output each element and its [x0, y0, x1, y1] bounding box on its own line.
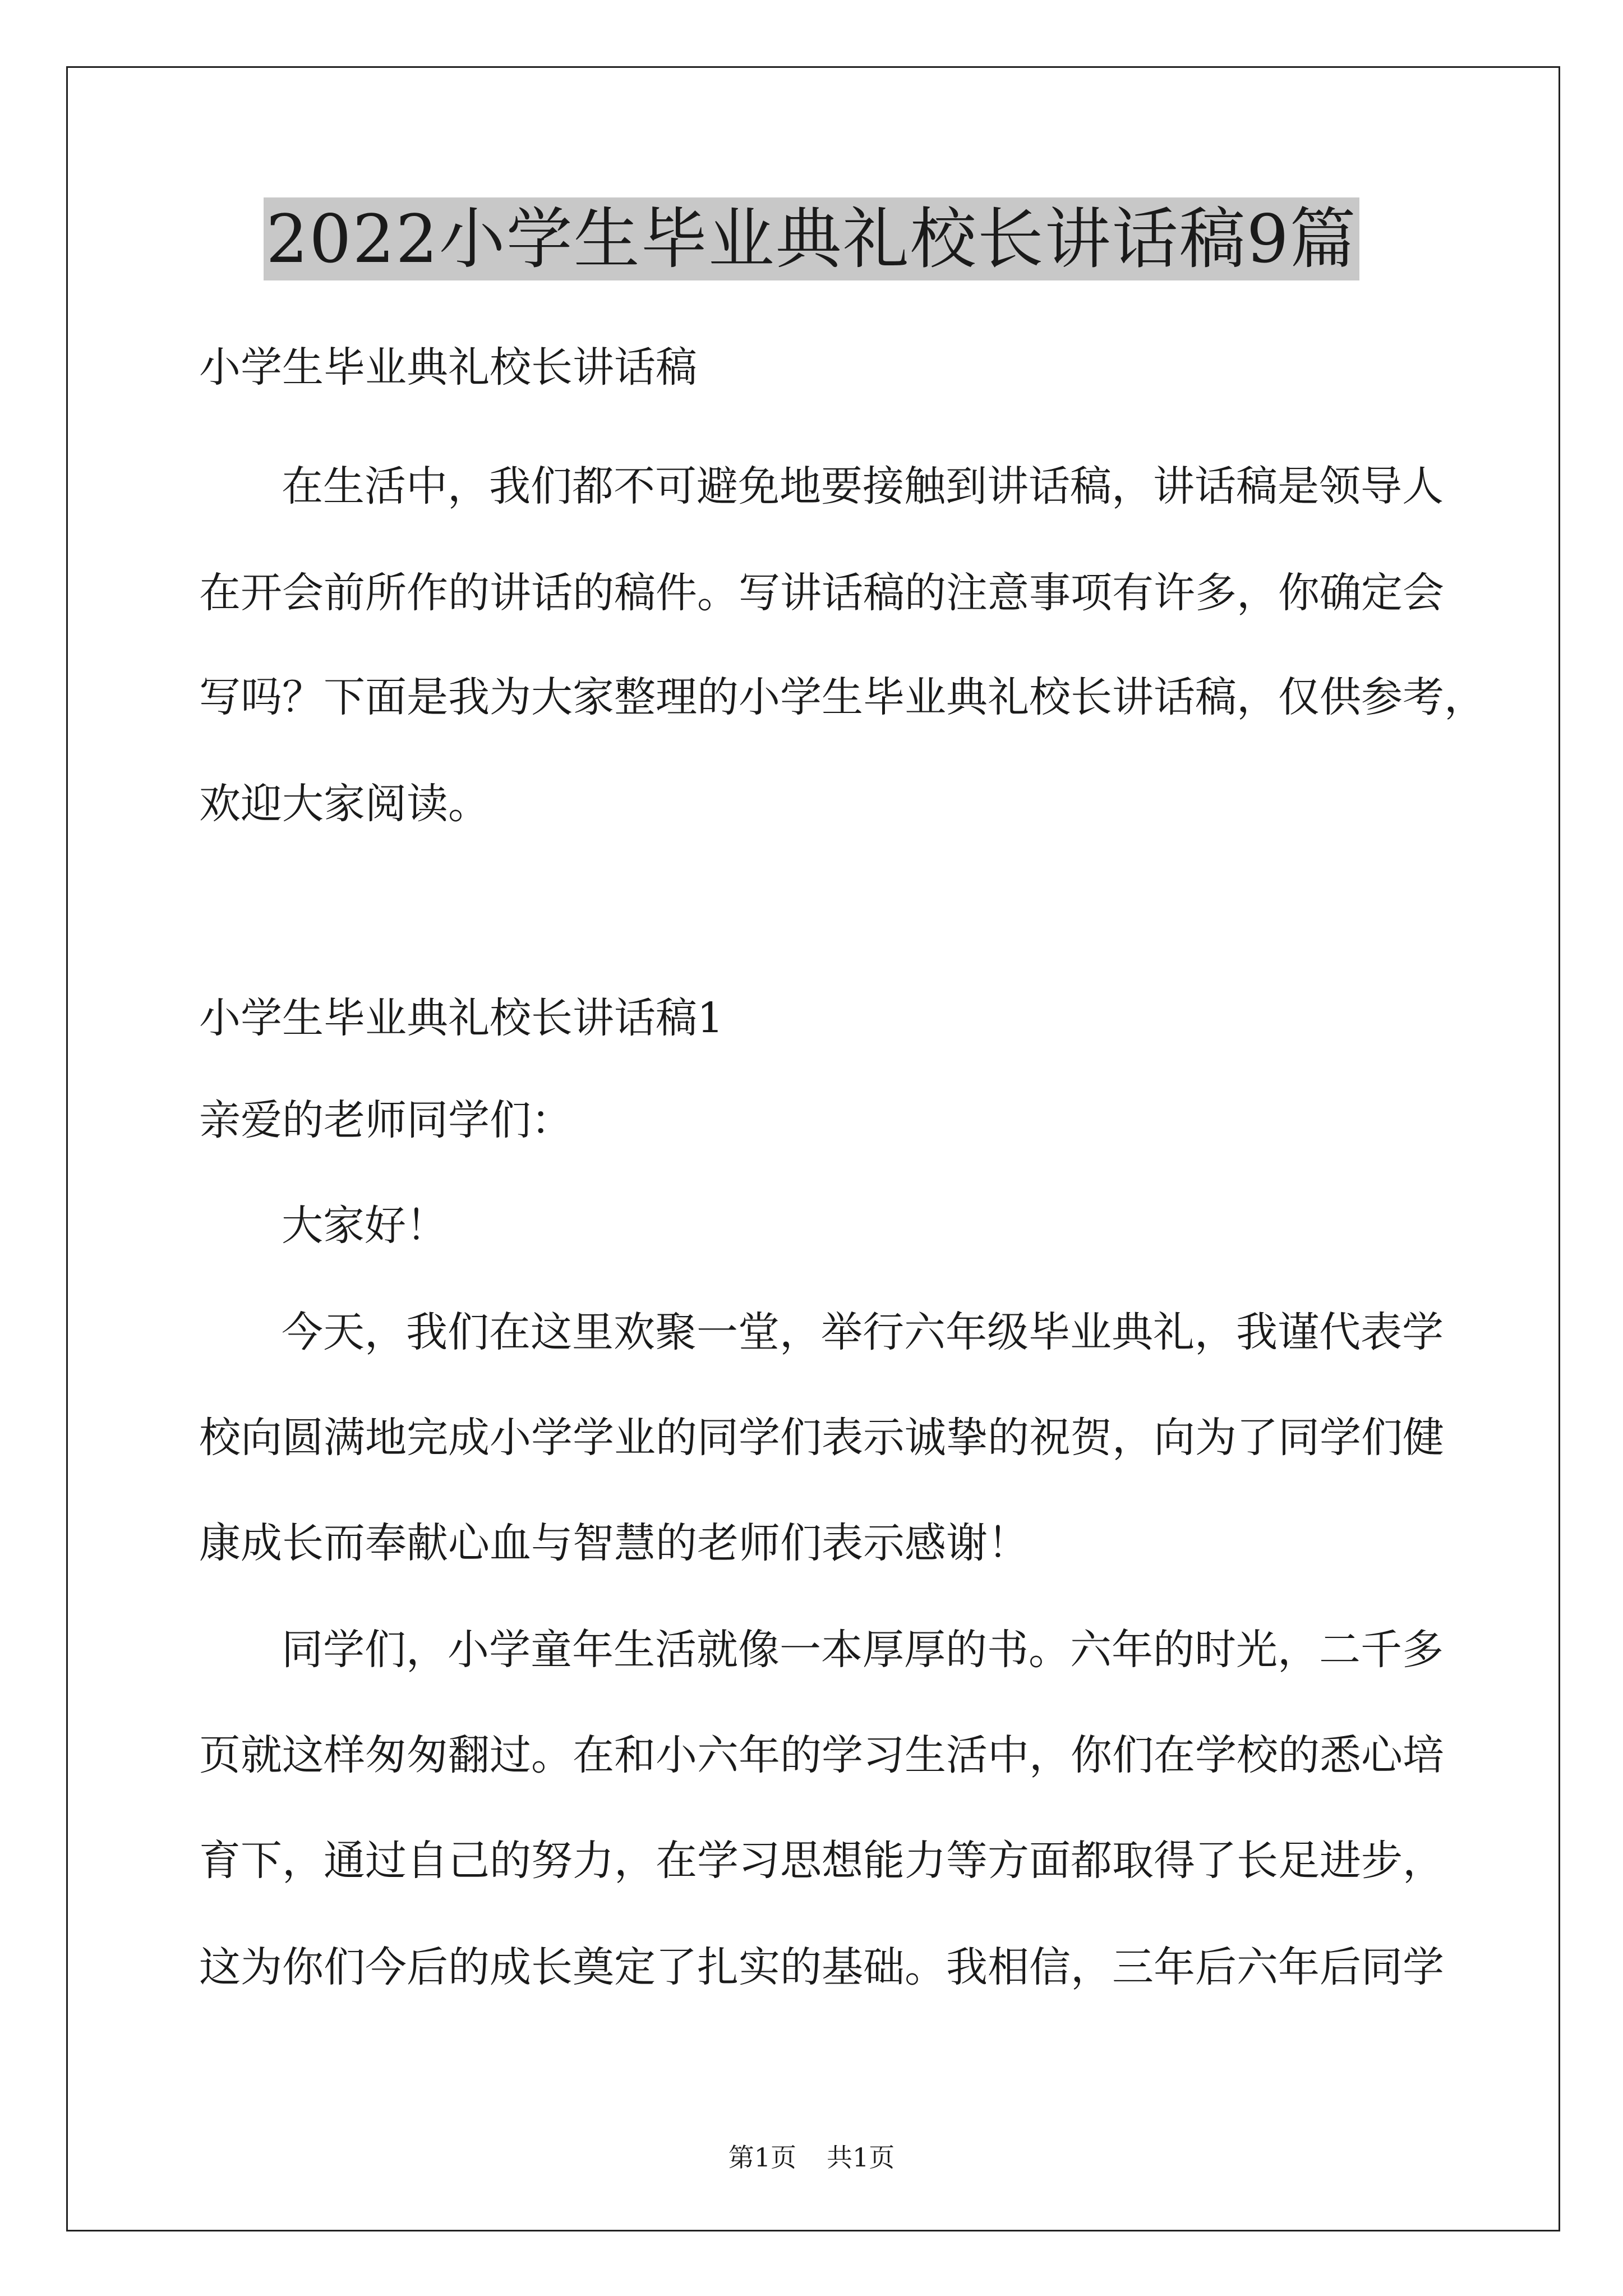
paragraph-line: 同学们，小学童年生活就像一本厚厚的书。六年的时光，二千多 — [282, 1626, 1444, 1674]
page-number-total: 共1页 — [827, 2142, 895, 2173]
page-number-current: 第1页 — [728, 2142, 796, 2173]
paragraph-line: 写吗？下面是我为大家整理的小学生毕业典礼校长讲话稿，仅供参考， — [199, 673, 1486, 721]
paragraph-line: 页就这样匆匆翻过。在和小六年的学习生活中，你们在学校的悉心培 — [199, 1731, 1444, 1779]
paragraph-line: 今天，我们在这里欢聚一堂，举行六年级毕业典礼，我谨代表学 — [282, 1308, 1444, 1356]
document-title: 2022小学生毕业典礼校长讲话稿9篇 — [264, 197, 1359, 280]
greeting: 大家好！ — [282, 1202, 448, 1250]
paragraph-line: 欢迎大家阅读。 — [199, 780, 490, 828]
salutation: 亲爱的老师同学们： — [199, 1096, 573, 1144]
paragraph-line: 在开会前所作的讲话的稿件。写讲话稿的注意事项有许多，你确定会 — [199, 569, 1444, 617]
title-container — [0, 197, 1623, 280]
page-footer — [0, 2142, 1623, 2173]
paragraph-line: 校向圆满地完成小学学业的同学们表示诚挚的祝贺，向为了同学们健 — [199, 1414, 1444, 1462]
paragraph-line: 育下，通过自己的努力，在学习思想能力等方面都取得了长足进步， — [199, 1837, 1444, 1885]
paragraph-line: 在生活中，我们都不可避免地要接触到讲话稿，讲话稿是领导人 — [282, 462, 1444, 510]
section-heading-speech-1: 小学生毕业典礼校长讲话稿1 — [199, 994, 724, 1042]
paragraph-line: 这为你们今后的成长奠定了扎实的基础。我相信，三年后六年后同学 — [199, 1943, 1444, 1991]
paragraph-line: 康成长而奉献心血与智慧的老师们表示感谢！ — [199, 1519, 1029, 1567]
section-heading-intro: 小学生毕业典礼校长讲话稿 — [199, 343, 697, 392]
